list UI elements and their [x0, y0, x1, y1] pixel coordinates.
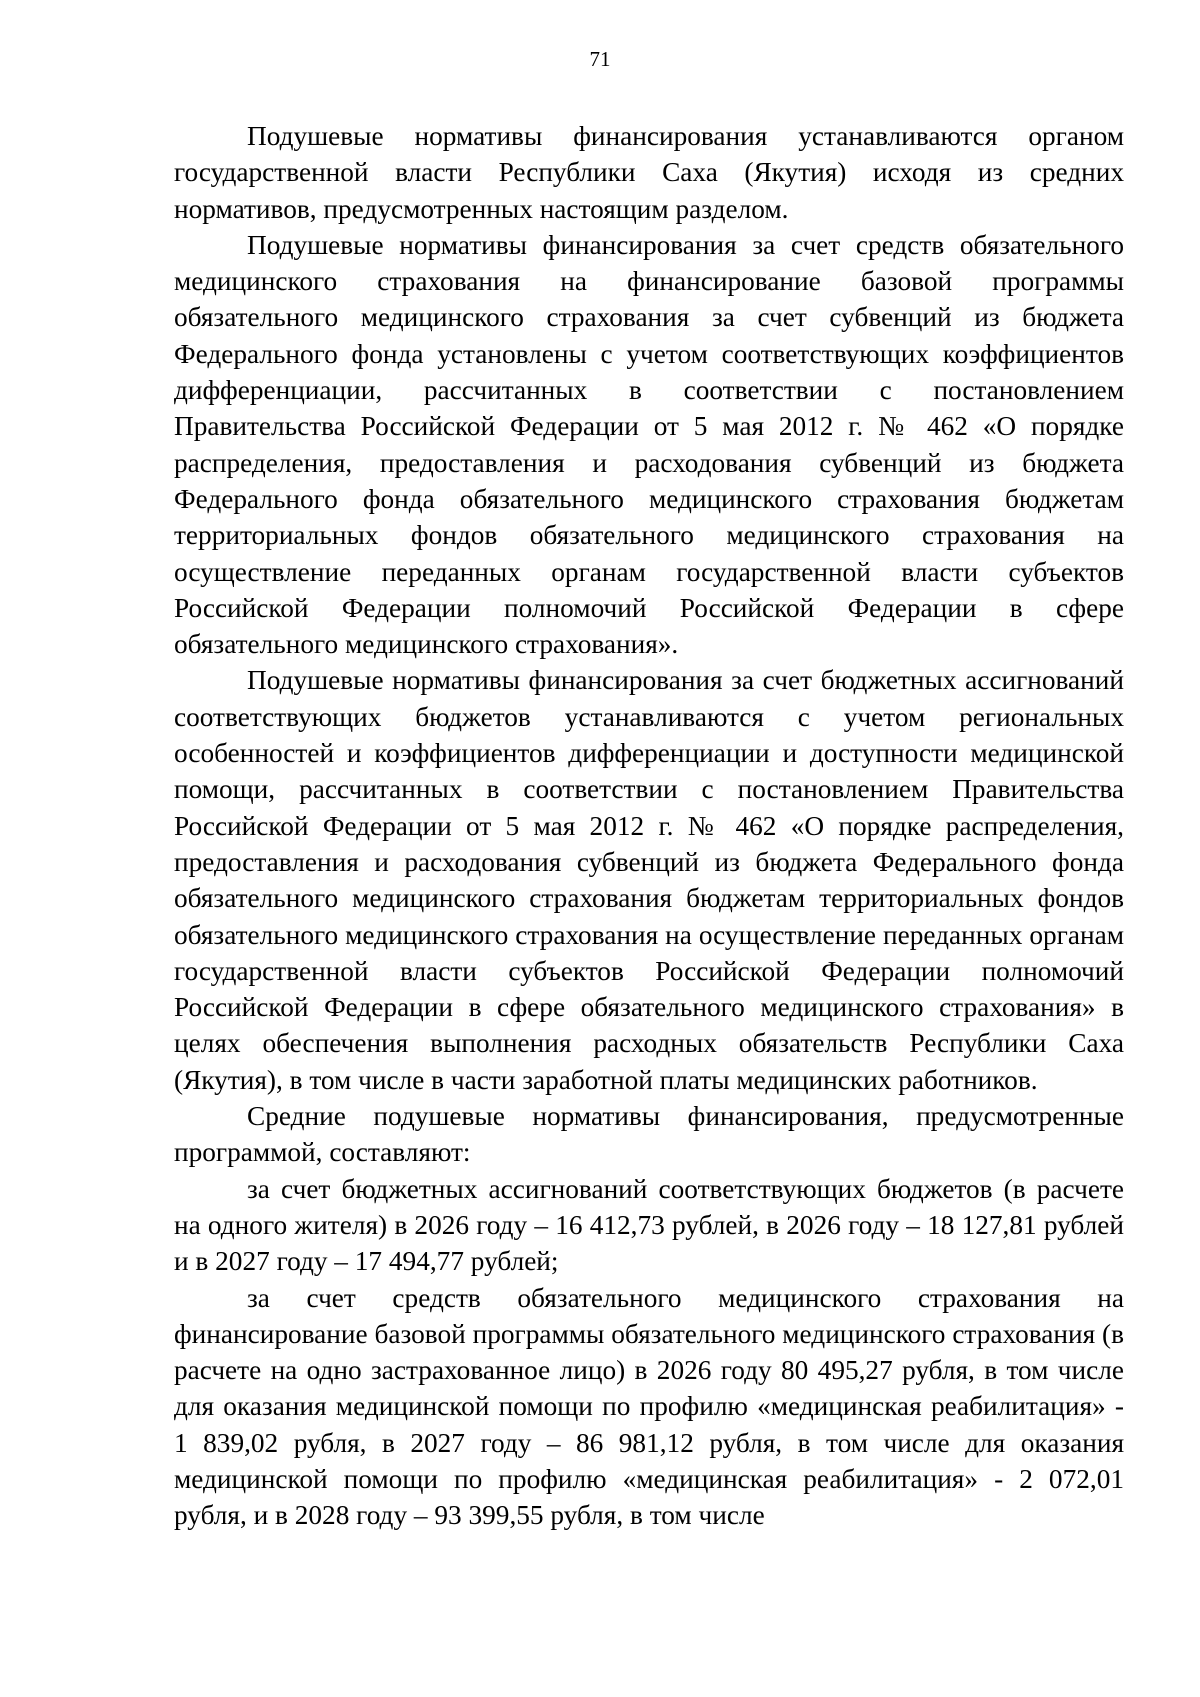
paragraph-budget-allocations: Подушевые нормативы финансирования за счет бюджетных ассигнований соответствующих бюджетов устанавливаются с учетом региональных особенностей и коэффициентов дифференциации и доступности медицинской помощи, рассчитанных в соответствии с постановлением Правительства Российской Федерации от 5 мая 2012 г. № 462 «О порядке распределения, предоставления и расходования субвенций из бюджета Федерального фонда обязательного медицинского страхования бюджетам территориальных фондов обязательного медицинского страхования на осуществление переданных органам государственной власти субъектов Российской Федерации полномочий Российской Федерации в сфере обязательного медицинского страхования» в целях обеспечения выполнения расходных обязательств Республики Саха (Якутия), в том числе в части заработной платы медицинских работников. — [174, 665, 1124, 1095]
paragraph-per-capita-standards: Подушевые нормативы финансирования устанавливаются органом государственной власти Республики Саха (Якутия) исходя из средних нормативов, предусмотренных настоящим разделом. — [174, 121, 1124, 224]
page-number: 71 — [589, 47, 611, 71]
document-body — [174, 118, 1124, 1534]
paragraph-budget-per-resident: за счет бюджетных ассигнований соответствующих бюджетов (в расчете на одного жителя) в 2026 году – 16 412,73 рублей, в 2026 году – 18 127,81 рублей и в 2027 году – 17 494,77 рублей; — [174, 1173, 1124, 1277]
paragraph-oms-subventions: Подушевые нормативы финансирования за счет средств обязательного медицинского страхования на финансирование базовой программы обязательного медицинского страхования за счет субвенций из бюджета Федерального фонда установлены с учетом соответствующих коэффициентов дифференциации, рассчитанных в соответствии с постановлением Правительства Российской Федерации от 5 мая 2012 г. № 462 «О порядке распределения, предоставления и расходования субвенций из бюджета Федерального фонда обязательного медицинского страхования бюджетам территориальных фондов обязательного медицинского страхования на осуществление переданных органам государственной власти субъектов Российской Федерации полномочий Российской Федерации в сфере обязательного медицинского страхования». — [174, 229, 1124, 660]
paragraph-average-standards: Средние подушевые нормативы финансирования, предусмотренные программой, составляют: — [174, 1101, 1124, 1168]
paragraph-oms-per-insured: за счет средств обязательного медицинского страхования на финансирование базовой программы обязательного медицинского страхования (в расчете на одно застрахованное лицо) в 2026 году 80 495,27 рубля, в том числе для оказания медицинской помощи по профилю «медицинская реабилитация» - 1 839,02 рубля, в 2027 году – 86 981,12 рубля, в том числе для оказания медицинской помощи по профилю «медицинская реабилитация» - 2 072,01 рубля, и в 2028 году – 93 399,55 рубля, в том числе — [174, 1282, 1124, 1531]
